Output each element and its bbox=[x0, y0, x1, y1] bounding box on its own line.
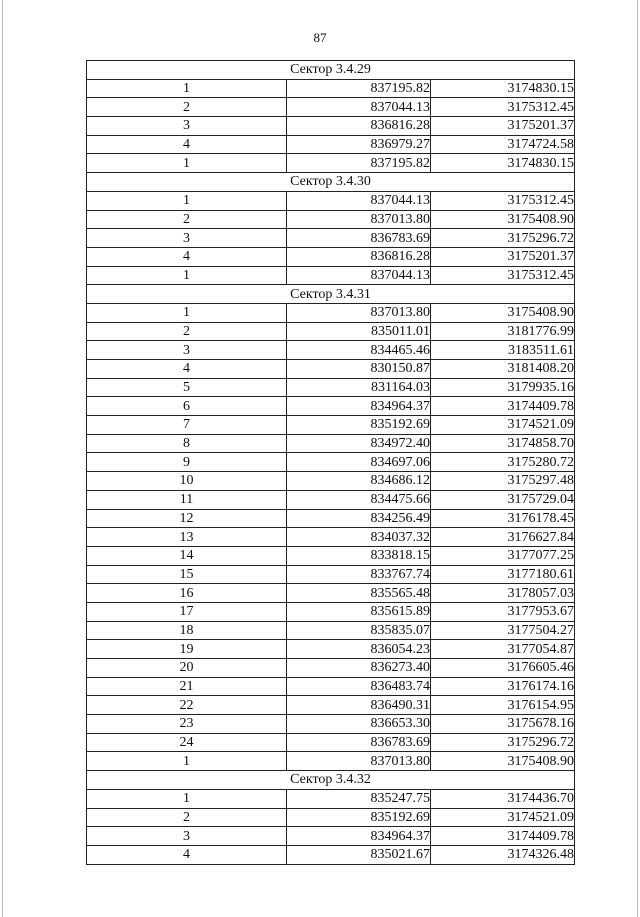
sector-title: Сектор 3.4.31 bbox=[87, 285, 575, 304]
table-row bbox=[87, 584, 575, 603]
y-coordinate: 3177054.87 bbox=[431, 640, 575, 659]
table-row bbox=[87, 752, 575, 771]
x-coordinate: 835615.89 bbox=[287, 602, 431, 621]
point-number: 2 bbox=[87, 322, 287, 341]
table-row bbox=[87, 490, 575, 509]
table-row bbox=[87, 98, 575, 117]
y-coordinate: 3175201.37 bbox=[431, 117, 575, 136]
x-coordinate: 837044.13 bbox=[287, 266, 431, 285]
x-coordinate: 837044.13 bbox=[287, 98, 431, 117]
point-number: 23 bbox=[87, 715, 287, 734]
y-coordinate: 3174436.70 bbox=[431, 789, 575, 808]
point-number: 1 bbox=[87, 191, 287, 210]
table-row bbox=[87, 210, 575, 229]
point-number: 5 bbox=[87, 378, 287, 397]
x-coordinate: 835192.69 bbox=[287, 808, 431, 827]
table-row bbox=[87, 546, 575, 565]
x-coordinate: 837195.82 bbox=[287, 154, 431, 173]
point-number: 11 bbox=[87, 490, 287, 509]
x-coordinate: 834465.46 bbox=[287, 341, 431, 360]
y-coordinate: 3177077.25 bbox=[431, 546, 575, 565]
y-coordinate: 3175201.37 bbox=[431, 247, 575, 266]
point-number: 2 bbox=[87, 808, 287, 827]
table-row bbox=[87, 154, 575, 173]
x-coordinate: 834964.37 bbox=[287, 397, 431, 416]
x-coordinate: 837195.82 bbox=[287, 79, 431, 98]
y-coordinate: 3175296.72 bbox=[431, 229, 575, 248]
y-coordinate: 3176174.16 bbox=[431, 677, 575, 696]
point-number: 1 bbox=[87, 79, 287, 98]
y-coordinate: 3174409.78 bbox=[431, 827, 575, 846]
x-coordinate: 834256.49 bbox=[287, 509, 431, 528]
table-row bbox=[87, 266, 575, 285]
x-coordinate: 835565.48 bbox=[287, 584, 431, 603]
y-coordinate: 3174409.78 bbox=[431, 397, 575, 416]
y-coordinate: 3176627.84 bbox=[431, 528, 575, 547]
point-number: 1 bbox=[87, 752, 287, 771]
y-coordinate: 3175678.16 bbox=[431, 715, 575, 734]
page-edge-right bbox=[637, 0, 638, 917]
point-number: 22 bbox=[87, 696, 287, 715]
y-coordinate: 3177180.61 bbox=[431, 565, 575, 584]
point-number: 21 bbox=[87, 677, 287, 696]
x-coordinate: 833818.15 bbox=[287, 546, 431, 565]
y-coordinate: 3174724.58 bbox=[431, 135, 575, 154]
y-coordinate: 3174326.48 bbox=[431, 845, 575, 864]
y-coordinate: 3175296.72 bbox=[431, 733, 575, 752]
table-row bbox=[87, 565, 575, 584]
table-row bbox=[87, 677, 575, 696]
x-coordinate: 836816.28 bbox=[287, 117, 431, 136]
table-row bbox=[87, 827, 575, 846]
y-coordinate: 3174521.09 bbox=[431, 416, 575, 435]
table-row bbox=[87, 528, 575, 547]
x-coordinate: 837013.80 bbox=[287, 303, 431, 322]
table-row bbox=[87, 247, 575, 266]
point-number: 3 bbox=[87, 229, 287, 248]
y-coordinate: 3181408.20 bbox=[431, 360, 575, 379]
y-coordinate: 3181776.99 bbox=[431, 322, 575, 341]
point-number: 12 bbox=[87, 509, 287, 528]
point-number: 4 bbox=[87, 360, 287, 379]
point-number: 3 bbox=[87, 827, 287, 846]
table-row bbox=[87, 621, 575, 640]
point-number: 2 bbox=[87, 98, 287, 117]
x-coordinate: 837013.80 bbox=[287, 752, 431, 771]
x-coordinate: 836816.28 bbox=[287, 247, 431, 266]
y-coordinate: 3175729.04 bbox=[431, 490, 575, 509]
x-coordinate: 834037.32 bbox=[287, 528, 431, 547]
point-number: 4 bbox=[87, 247, 287, 266]
y-coordinate: 3177953.67 bbox=[431, 602, 575, 621]
table-row bbox=[87, 117, 575, 136]
point-number: 1 bbox=[87, 789, 287, 808]
table-row bbox=[87, 79, 575, 98]
y-coordinate: 3175408.90 bbox=[431, 210, 575, 229]
table-row bbox=[87, 229, 575, 248]
x-coordinate: 835021.67 bbox=[287, 845, 431, 864]
table-row bbox=[87, 453, 575, 472]
table-row bbox=[87, 191, 575, 210]
point-number: 8 bbox=[87, 434, 287, 453]
y-coordinate: 3183511.61 bbox=[431, 341, 575, 360]
point-number: 4 bbox=[87, 845, 287, 864]
y-coordinate: 3174830.15 bbox=[431, 79, 575, 98]
x-coordinate: 835192.69 bbox=[287, 416, 431, 435]
y-coordinate: 3176154.95 bbox=[431, 696, 575, 715]
point-number: 2 bbox=[87, 210, 287, 229]
point-number: 20 bbox=[87, 659, 287, 678]
point-number: 15 bbox=[87, 565, 287, 584]
point-number: 16 bbox=[87, 584, 287, 603]
sector-title: Сектор 3.4.30 bbox=[87, 173, 575, 192]
y-coordinate: 3174830.15 bbox=[431, 154, 575, 173]
table-row bbox=[87, 640, 575, 659]
x-coordinate: 831164.03 bbox=[287, 378, 431, 397]
point-number: 18 bbox=[87, 621, 287, 640]
x-coordinate: 834697.06 bbox=[287, 453, 431, 472]
point-number: 1 bbox=[87, 154, 287, 173]
table-row bbox=[87, 509, 575, 528]
x-coordinate: 834475.66 bbox=[287, 490, 431, 509]
y-coordinate: 3175280.72 bbox=[431, 453, 575, 472]
y-coordinate: 3175312.45 bbox=[431, 266, 575, 285]
point-number: 1 bbox=[87, 303, 287, 322]
y-coordinate: 3176178.45 bbox=[431, 509, 575, 528]
y-coordinate: 3175297.48 bbox=[431, 472, 575, 491]
table-row bbox=[87, 789, 575, 808]
table-row bbox=[87, 696, 575, 715]
table-row bbox=[87, 303, 575, 322]
table-row bbox=[87, 341, 575, 360]
x-coordinate: 837044.13 bbox=[287, 191, 431, 210]
point-number: 10 bbox=[87, 472, 287, 491]
point-number: 4 bbox=[87, 135, 287, 154]
x-coordinate: 836273.40 bbox=[287, 659, 431, 678]
point-number: 14 bbox=[87, 546, 287, 565]
table-row bbox=[87, 416, 575, 435]
table-row bbox=[87, 808, 575, 827]
x-coordinate: 836783.69 bbox=[287, 733, 431, 752]
x-coordinate: 830150.87 bbox=[287, 360, 431, 379]
y-coordinate: 3179935.16 bbox=[431, 378, 575, 397]
x-coordinate: 835011.01 bbox=[287, 322, 431, 341]
table-row bbox=[87, 715, 575, 734]
y-coordinate: 3174858.70 bbox=[431, 434, 575, 453]
x-coordinate: 834972.40 bbox=[287, 434, 431, 453]
y-coordinate: 3176605.46 bbox=[431, 659, 575, 678]
sector-title: Сектор 3.4.29 bbox=[87, 61, 575, 80]
table-row bbox=[87, 397, 575, 416]
table-row bbox=[87, 322, 575, 341]
point-number: 13 bbox=[87, 528, 287, 547]
sector-header-row bbox=[87, 61, 575, 80]
x-coordinate: 837013.80 bbox=[287, 210, 431, 229]
table-row bbox=[87, 360, 575, 379]
coordinates-table-body bbox=[87, 61, 575, 865]
table-row bbox=[87, 135, 575, 154]
table-row bbox=[87, 434, 575, 453]
y-coordinate: 3175408.90 bbox=[431, 303, 575, 322]
x-coordinate: 836054.23 bbox=[287, 640, 431, 659]
y-coordinate: 3175312.45 bbox=[431, 98, 575, 117]
point-number: 9 bbox=[87, 453, 287, 472]
x-coordinate: 836783.69 bbox=[287, 229, 431, 248]
point-number: 6 bbox=[87, 397, 287, 416]
x-coordinate: 835835.07 bbox=[287, 621, 431, 640]
sector-header-row bbox=[87, 771, 575, 790]
table-row bbox=[87, 472, 575, 491]
point-number: 3 bbox=[87, 341, 287, 360]
x-coordinate: 836979.27 bbox=[287, 135, 431, 154]
page-number: 87 bbox=[313, 30, 327, 45]
y-coordinate: 3174521.09 bbox=[431, 808, 575, 827]
point-number: 17 bbox=[87, 602, 287, 621]
point-number: 3 bbox=[87, 117, 287, 136]
sector-header-row bbox=[87, 173, 575, 192]
table-row bbox=[87, 602, 575, 621]
x-coordinate: 835247.75 bbox=[287, 789, 431, 808]
y-coordinate: 3175408.90 bbox=[431, 752, 575, 771]
table-row bbox=[87, 845, 575, 864]
y-coordinate: 3177504.27 bbox=[431, 621, 575, 640]
point-number: 1 bbox=[87, 266, 287, 285]
point-number: 24 bbox=[87, 733, 287, 752]
page-edge-left bbox=[2, 0, 3, 917]
x-coordinate: 836653.30 bbox=[287, 715, 431, 734]
coordinates-table bbox=[86, 60, 575, 865]
x-coordinate: 834686.12 bbox=[287, 472, 431, 491]
table-row bbox=[87, 659, 575, 678]
x-coordinate: 836483.74 bbox=[287, 677, 431, 696]
x-coordinate: 833767.74 bbox=[287, 565, 431, 584]
table-row bbox=[87, 378, 575, 397]
x-coordinate: 836490.31 bbox=[287, 696, 431, 715]
y-coordinate: 3175312.45 bbox=[431, 191, 575, 210]
point-number: 19 bbox=[87, 640, 287, 659]
y-coordinate: 3178057.03 bbox=[431, 584, 575, 603]
point-number: 7 bbox=[87, 416, 287, 435]
sector-header-row bbox=[87, 285, 575, 304]
sector-title: Сектор 3.4.32 bbox=[87, 771, 575, 790]
table-row bbox=[87, 733, 575, 752]
x-coordinate: 834964.37 bbox=[287, 827, 431, 846]
